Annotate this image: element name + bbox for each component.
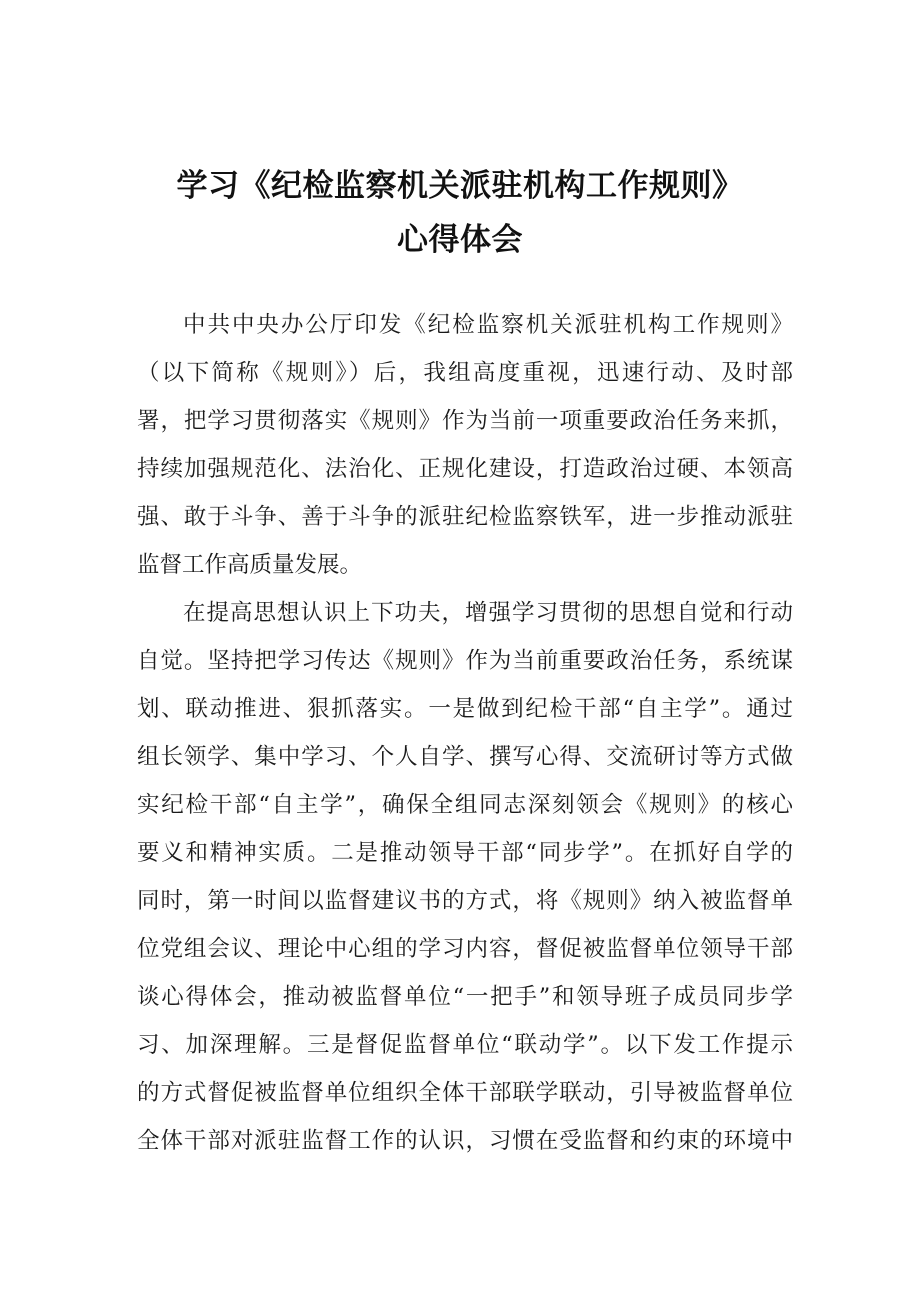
paragraph-1-line-3: 署，把学习贯彻落实《规则》作为当前一项重要政治任务来抓， [137,408,793,434]
paragraph-2-line-11: 的方式督促被监督单位组织全体干部联学联动，引导被监督单位 [137,1080,793,1106]
paragraph-2-line-4: 组长领学、集中学习、个人自学、撰写心得、交流研讨等方式做 [137,744,793,770]
paragraph-2-line-6: 要义和精神实质。二是推动领导干部“同步学”。在抓好自学的 [137,840,793,866]
paragraph-1-line-2: （以下简称《规则》）后，我组高度重视，迅速行动、及时部 [137,360,793,386]
document-title-line-1: 学习《纪检监察机关派驻机构工作规则》 [176,168,744,204]
paragraph-2-line-7: 同时，第一时间以监督建议书的方式，将《规则》纳入被监督单 [137,888,793,914]
paragraph-2-line-1: 在提高思想认识上下功夫，增强学习贯彻的思想自觉和行动 [183,600,793,626]
paragraph-2-line-9: 谈心得体会，推动被监督单位“一把手”和领导班子成员同步学 [137,984,793,1010]
paragraph-2-line-10: 习、加深理解。三是督促监督单位“联动学”。以下发工作提示 [137,1032,793,1058]
paragraph-1-line-1: 中共中央办公厅印发《纪检监察机关派驻机构工作规则》 [183,312,793,338]
paragraph-1-line-6: 监督工作高质量发展。 [137,552,363,578]
paragraph-2-line-8: 位党组会议、理论中心组的学习内容，督促被监督单位领导干部 [137,936,793,962]
document-title-line-2: 心得体会 [397,222,523,258]
paragraph-1-line-4: 持续加强规范化、法治化、正规化建设，打造政治过硬、本领高 [137,456,793,482]
paragraph-2-line-5: 实纪检干部“自主学”，确保全组同志深刻领会《规则》的核心 [137,792,793,818]
paragraph-2-line-12: 全体干部对派驻监督工作的认识，习惯在受监督和约束的环境中 [137,1128,793,1154]
paragraph-2-line-3: 划、联动推进、狠抓落实。一是做到纪检干部“自主学”。通过 [137,696,793,722]
paragraph-2-line-2: 自觉。坚持把学习传达《规则》作为当前重要政治任务，系统谋 [137,648,793,674]
paragraph-1-line-5: 强、敢于斗争、善于斗争的派驻纪检监察铁军，进一步推动派驻 [137,504,793,530]
